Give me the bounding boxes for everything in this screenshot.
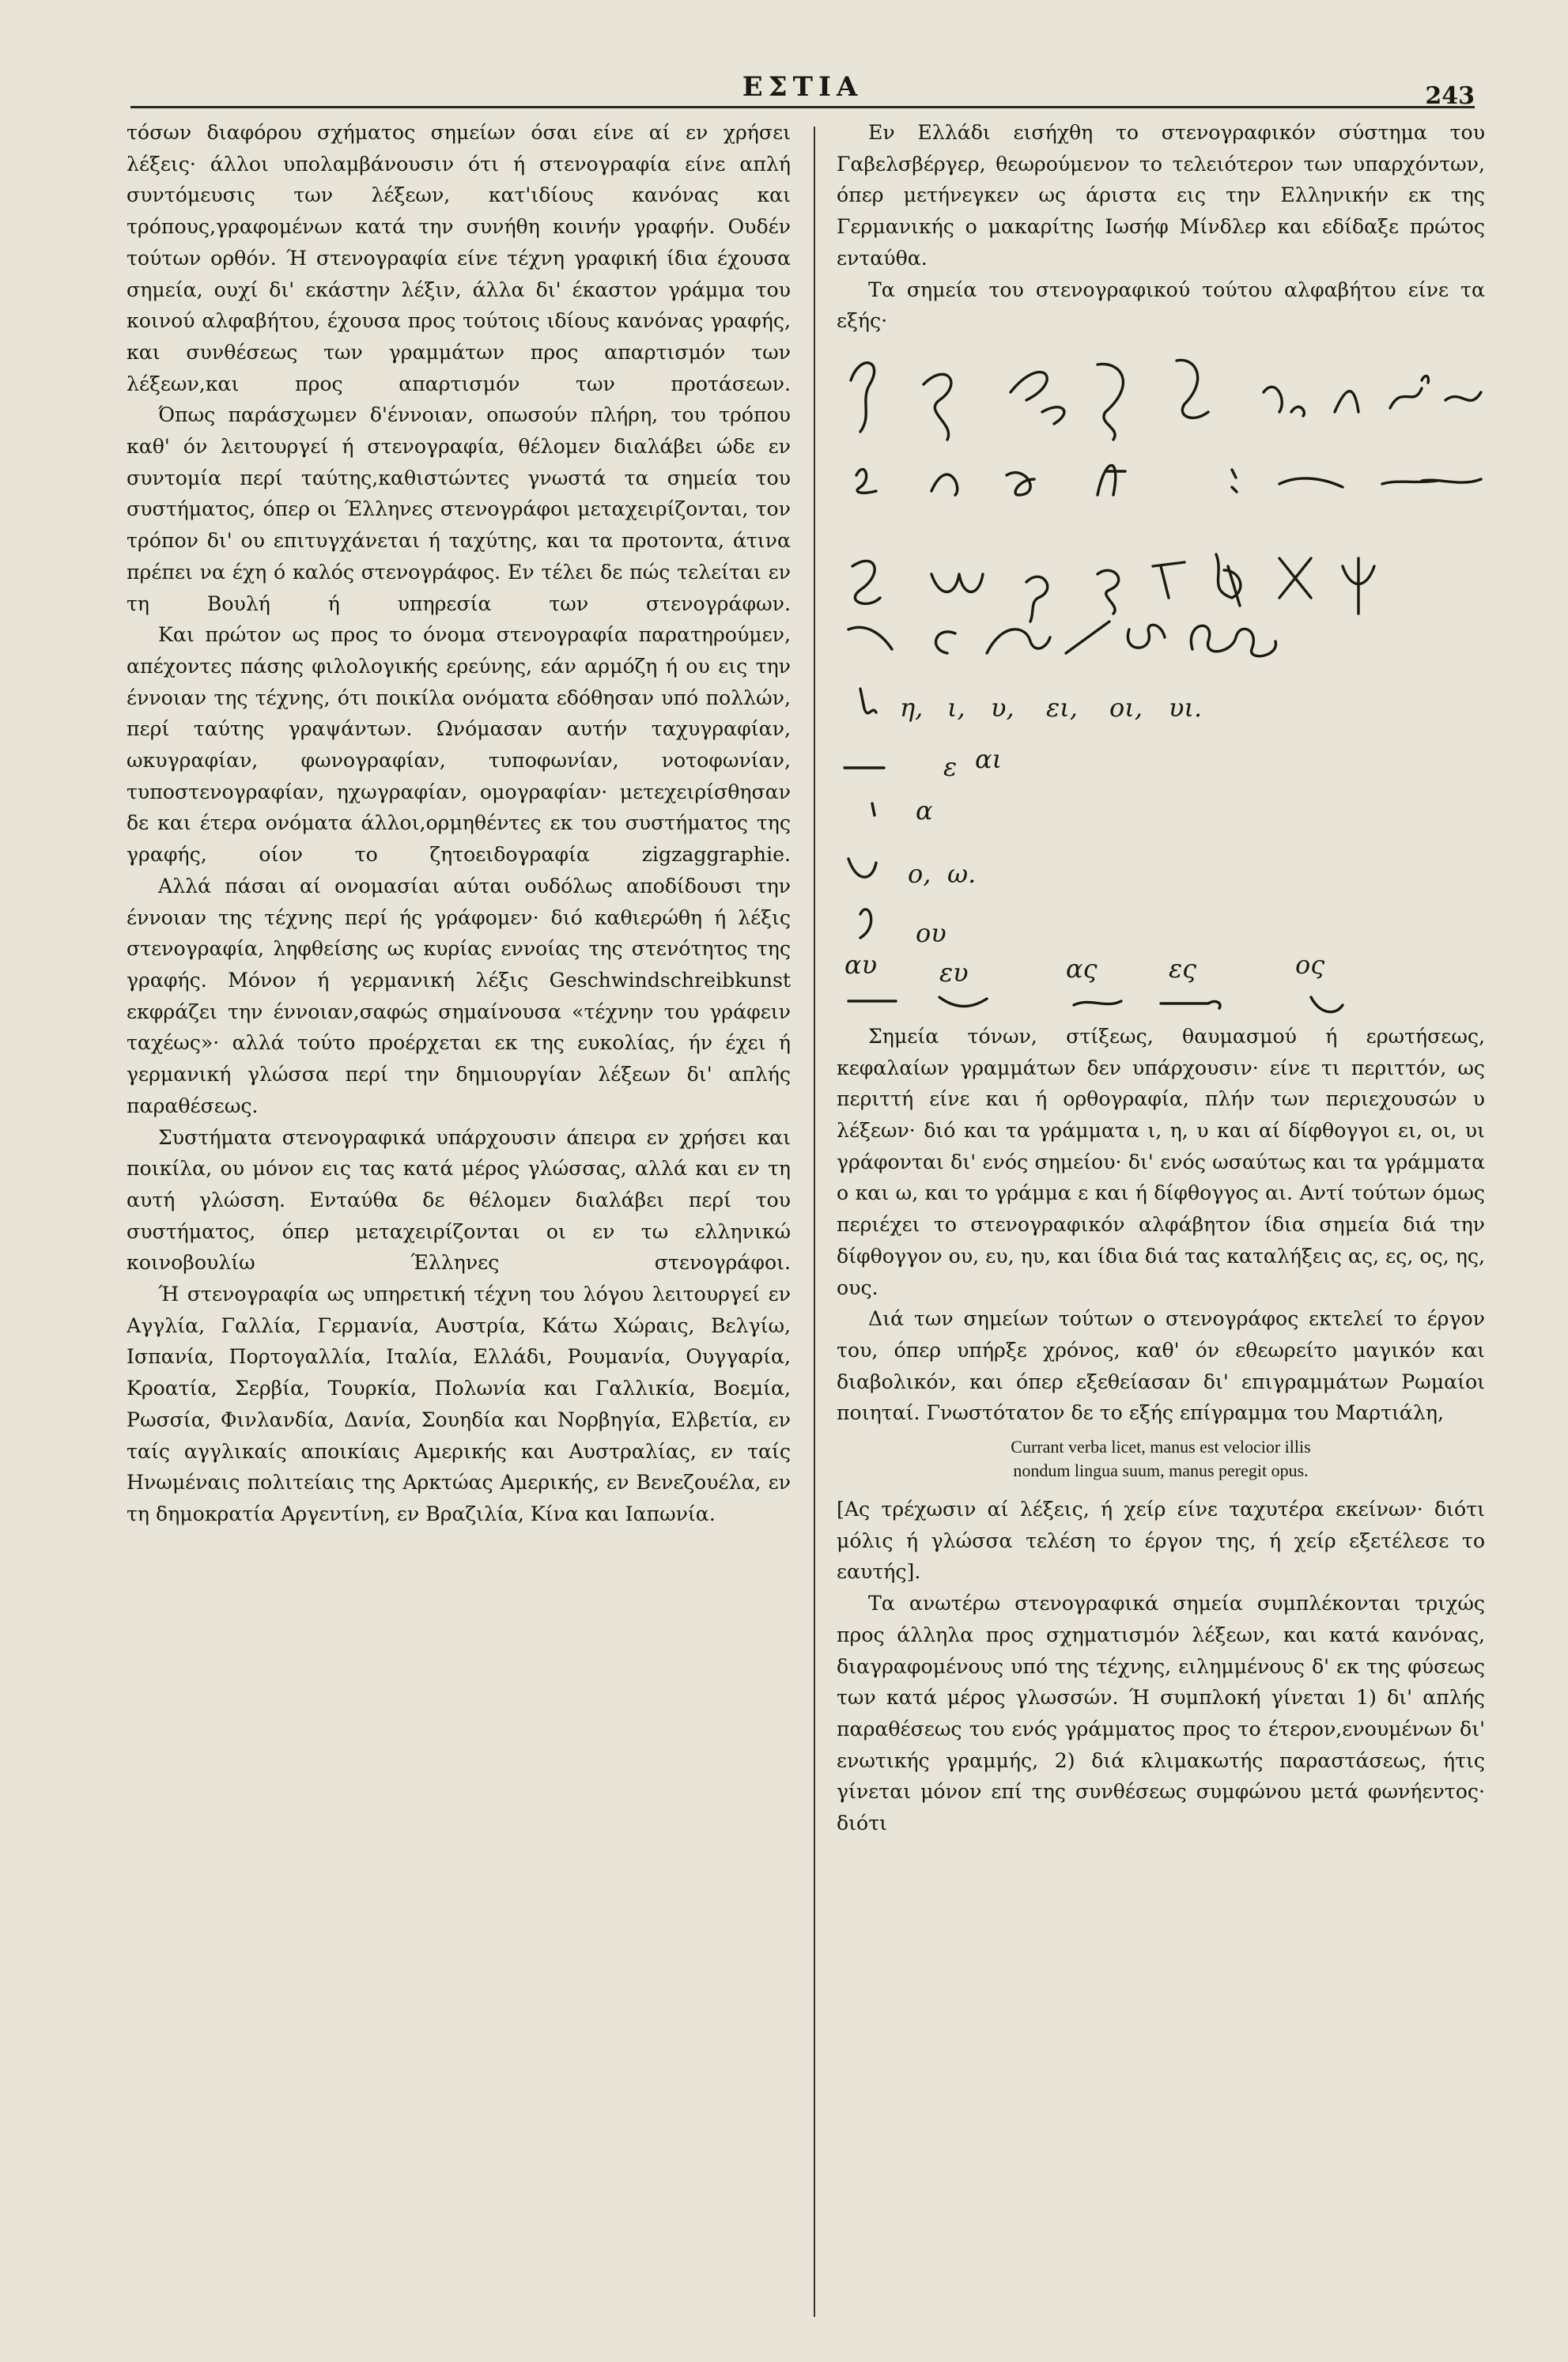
glyph-alpha bbox=[872, 803, 875, 815]
shorthand-row-6 bbox=[848, 859, 976, 889]
glyph-hook-1 bbox=[848, 627, 892, 649]
glyph-es bbox=[1161, 1001, 1220, 1007]
left-paragraph-3: Και πρώτον ως προς το όνομα στενογραφία παρατηρούμεν, απέχοντες πάσης φιλολογικής ερεύνης, εάν αρμόζη ή ου εις την έννοιαν της τέχνης, ότι ποικίλα ονόματα εδόθησαν υπό πολλών, περί ταύτης γραψάντων. Ωνόμασαν αυτήν ταχυγραφίαν, ωκυγραφίαν, φωνογραφίαν, τυποφωνίαν, νοτοφωνίαν, τυποστενογραφίαν, ηχωγραφίαν, ομογραφίαν· μετεχειρίσθησαν δε και έτερα ονόματα άλλοι,ορμηθέντες εκ του συστήματος της γραφής, οίον το ζητοειδογραφία zigzaggraphie. bbox=[127, 623, 791, 867]
label-ei: ει, bbox=[1046, 692, 1078, 723]
glyph-zeta bbox=[1098, 364, 1123, 440]
right-intro: Εν Ελλάδι εισήχθη το στενογραφικόν σύστημα του Γαβελσβέργερ, θεωρούμενον το τελειότερον των υπαρχόντων, όπερ μετήνεγκεν ως άριστα εις την Ελληνικήν εκ της Γερμανικής ο μακαρίτης Ιωσήφ Μίνδλερ και εδίδαξε πρώτος ενταύθα. bbox=[837, 121, 1485, 270]
glyph-kappa bbox=[1264, 387, 1304, 416]
page-header bbox=[130, 65, 1475, 112]
glyph-chi bbox=[1382, 479, 1481, 484]
alphabet-intro: Τα σημεία του στενογραφικού τούτου αλφαβήτου είνε τα εξής· bbox=[837, 278, 1485, 333]
label-eta: η, bbox=[900, 692, 924, 723]
label-omega: ω. bbox=[947, 858, 977, 889]
glyph-loops bbox=[1191, 625, 1275, 656]
shorthand-row-3 bbox=[860, 689, 1202, 723]
right-paragraph-2: Διά των σημείων τούτων ο στενογράφος εκτελεί το έργον του, όπερ υπήρξε χρόνος, καθ' όν εθεωρείτο μαγικόν και διαβολικόν, και όπερ εξεθείασαν δι' επιγραμμάτων Ρωμαίοι ποιηταί. Γνωστότατον δε το εξής επίγραμμα του Μαρτιάλη, bbox=[837, 1307, 1485, 1425]
glyph-nu bbox=[1445, 392, 1481, 400]
glyph-omicron bbox=[848, 859, 876, 877]
right-paragraph-closing: Τα ανωτέρω στενογραφικά σημεία συμπλέκονται τριχώς προς άλληλα προς σχηματισμόν λέξεων, και κατά κανόνας, διαγραφομένους υπό της τέχνης, ειλημμένους δ' εκ της φύσεως των κατά μέρος γλωσσών. Ή συμπλοκή γίνεται 1) δι' απλής παραθέσεως του ενός γράμματος προς το έτερον,ενουμένων δι' ενωτικής γραμμής, 2) διά κλιμακωτής παραστάσεως, ήτις γίνεται μόνον επί της συνθέσεως συμφώνου μετά φωνήεντος· διότι bbox=[837, 1592, 1485, 1835]
label-epsilon: ε bbox=[943, 751, 958, 782]
shorthand-row-1b bbox=[856, 465, 1481, 495]
glyph-delta bbox=[1011, 372, 1064, 424]
glyph-lambda bbox=[1335, 391, 1358, 412]
label-alpha: α bbox=[916, 795, 933, 826]
glyph-tau bbox=[1232, 470, 1237, 492]
glyph-tau-2 bbox=[1153, 562, 1185, 598]
glyph-phi bbox=[1279, 478, 1343, 487]
label-au: αυ bbox=[844, 949, 878, 980]
right-paragraph-1: Σημεία τόνων, στίξεως, θαυμασμού ή ερωτήσεως, κεφαλαίων γραμμάτων δεν υπάρχουσιν· είνε τι περιττόν, ως περιττή είνε και ή ορθογραφία, πλήν των περιεχουσών υ λέξεων· διό και τα γράμματα ι, η, υ και αί δίφθογγοι ει, οι, υι γράφονται δι' ενός σημείου· δι' ενός ωσαύτως και τα γράμματα ο και ω, και το γράμμα ε και ή δίφθογγος αι. Αντί τούτων όμως περιέχει το στενογραφικόν αλφάβητον ίδια σημεία διά την δίφθογγον ου, ευ, ηυ, και ίδια διά τας καταλήξεις ας, ες, ος, ης, ους. bbox=[837, 1024, 1485, 1299]
running-title: ΕΣΤΙΑ bbox=[742, 71, 863, 103]
glyph-eta bbox=[860, 689, 876, 713]
glyph-rho bbox=[1007, 473, 1034, 495]
label-omicron: ο, bbox=[908, 858, 931, 889]
glyph-psi bbox=[1343, 558, 1374, 614]
label-iota: ι, bbox=[947, 692, 965, 723]
shorthand-row-7 bbox=[860, 909, 946, 948]
glyph-sigma-2 bbox=[1098, 570, 1119, 614]
right-column bbox=[837, 117, 1485, 2315]
page-number: 243 bbox=[1425, 82, 1475, 110]
label-upsilon: υ, bbox=[991, 692, 1014, 723]
glyph-xi bbox=[856, 469, 876, 493]
label-ui: υι. bbox=[1169, 692, 1203, 723]
label-es: ες bbox=[1169, 953, 1197, 984]
label-ai: αι bbox=[975, 743, 1003, 774]
left-paragraph-4: Αλλά πάσαι αί ονομασίαι αύται ουδόλως αποδίδουσι την έννοιαν της τέχνης περί ής γράφομεν· διό καθιερώθη ή λέξις στενογραφία, ληφθείσης ως κυρίας εννοίας της στενότητος της γραφής. Μόνον ή γερμανική λέξις Geschwindschreibkunst εκφράζει την έννοιαν,σαφώς σημαίνουσα «τέχνην του γράφειν ταχέως»· αλλά τούτο προέρχεται εκ της ευκολίας, ήν έχει ή γερμανική γλώσσα περί την δημιουργίαν λέξεων δι' απλής παραθέσεως. bbox=[127, 874, 791, 1117]
latin-quote-line-2: nondum lingua suum, manus peregit opus. bbox=[1013, 1461, 1309, 1481]
glyph-slash bbox=[1066, 622, 1109, 653]
shorthand-row-5 bbox=[872, 796, 933, 826]
left-column bbox=[127, 117, 791, 2315]
left-paragraph-2: Όπως παράσχωμεν δ'έννοιαν, οπωσούν πλήρη, του τρόπου καθ' όν λειτουργεί ή στενογραφία, θέλομεν διαλάβει ώδε εν συντομία περί ταύτης,καθιστώντες γνωστά τα σημεία του συστήματος, όπερ οι Έλληνες στενογράφοι μεταχειρίζονται, τον τρόπον δι' ου επιτυγχάνεται ή ταχύτης, και τα προτοντα, άτινα πρέπει να έχη ό καλός στενογράφος. Εν τέλει δε πώς τελείται εν τη Βουλή ή υπηρεσία των στενογράφων. bbox=[127, 403, 791, 615]
shorthand-row-2b bbox=[848, 622, 1275, 656]
glyph-phi-2 bbox=[1216, 554, 1241, 606]
latin-quote bbox=[837, 1435, 1485, 1483]
glyph-as bbox=[1074, 1001, 1121, 1005]
glyph-ou bbox=[860, 909, 871, 938]
shorthand-alphabet-svg bbox=[837, 337, 1485, 966]
label-as: ας bbox=[1066, 953, 1098, 984]
shorthand-row-2 bbox=[852, 554, 1374, 622]
shorthand-row-4 bbox=[844, 744, 1002, 782]
glyph-oblique-1 bbox=[987, 629, 1050, 653]
quote-translation: [Ας τρέχωσιν αί λέξεις, ή χείρ είνε ταχυτέρα εκείνων· διότι μόλις ή γλώσσα τελέση το έργον της, ή χείρ εξετέλεσε το εαυτής]. bbox=[837, 1498, 1485, 1584]
latin-quote-line-1: Currant verba licet, manus est velocior illis bbox=[1011, 1437, 1311, 1457]
glyph-sigma bbox=[1098, 465, 1125, 495]
label-eu: ευ bbox=[939, 957, 969, 988]
glyph-eu bbox=[939, 997, 987, 1007]
glyph-gamma bbox=[924, 374, 951, 440]
glyph-pi bbox=[931, 474, 958, 495]
glyph-xi-2 bbox=[852, 561, 880, 603]
glyph-os bbox=[1311, 997, 1343, 1012]
left-paragraph-5: Συστήματα στενογραφικά υπάρχουσιν άπειρα εν χρήσει και ποικίλα, ου μόνον εις τας κατά μέρος γλώσσας, αλλά και εν τη αυτή γλώσση. Ενταύθα δε θέλομεν διαλάβει περί του συστήματος, όπερ μεταχειρίζονται οι εν τω ελληνικώ κοινοβουλίω Έλληνες στενογράφοι. bbox=[127, 1125, 791, 1275]
glyph-omega-like bbox=[931, 574, 983, 592]
glyph-theta bbox=[1177, 360, 1208, 418]
label-os: ος bbox=[1295, 949, 1325, 980]
shorthand-row-1 bbox=[851, 360, 1481, 440]
label-ou: ου bbox=[916, 917, 946, 948]
label-oi: οι, bbox=[1109, 692, 1143, 723]
glyph-curl bbox=[1128, 625, 1165, 648]
column-divider bbox=[814, 127, 815, 2317]
glyph-mu bbox=[1390, 376, 1428, 408]
glyph-beta bbox=[851, 363, 875, 432]
shorthand-alphabet-figure bbox=[837, 337, 1485, 966]
glyph-c-1 bbox=[936, 632, 955, 653]
left-paragraph-6: Ή στενογραφία ως υπηρετική τέχνη του λόγου λειτουργεί εν Αγγλία, Γαλλία, Γερμανία, Αυστρία, Κάτω Χώραις, Βελγίω, Ισπανία, Πορτογαλλία, Ιταλία, Ελλάδι, Ρουμανία, Ουγγαρία, Κροατία, Σερβία, Τουρκία, Πολωνία και Γαλλικία, Βοεμία, Ρωσσία, Φινλανδία, Δανία, Σουηδία και Νορβηγία, Ελβετία, εν ταίς αγγλικαίς αποικίαις Αμερικής και Αυστραλίας, εν ταίς Ηνωμέναις πολιτείαις της Αρκτώας Αμερικής, εν Βενεζουέλα, εν τη δημοκρατία Αργεντίνη, εν Βραζιλία, Κίνα και Ιαπωνία. bbox=[127, 1283, 791, 1525]
glyph-rho-2 bbox=[1026, 576, 1048, 622]
left-paragraph-1: τόσων διαφόρου σχήματος σημείων όσαι είνε αί εν χρήσει λέξεις· άλλοι υπολαμβάνουσιν ότι ή στενογραφία είνε απλή συντόμευσις των λέξεων, κατ'ιδίους κανόνας και τρόπους,γραφομένων κατά την συνήθη κοινήν γραφήν. Ουδέν τούτων ορθόν. Ή στενογραφία είνε τέχνη γραφική ίδια έχουσα σημεία, ουχί δι' εκάστην λέξιν, άλλα δι' έκαστον γράμμα του κοινού αλφαβήτου, έχουσα προς τούτοις ιδίους κανόνας γραφής, και συνθέσεως των γραμμάτων προς απαρτισμόν των λέξεων,και προς απαρτισμόν των προτάσεων. bbox=[127, 121, 791, 395]
header-rule bbox=[130, 106, 1475, 108]
glyph-chi-2 bbox=[1279, 558, 1311, 598]
